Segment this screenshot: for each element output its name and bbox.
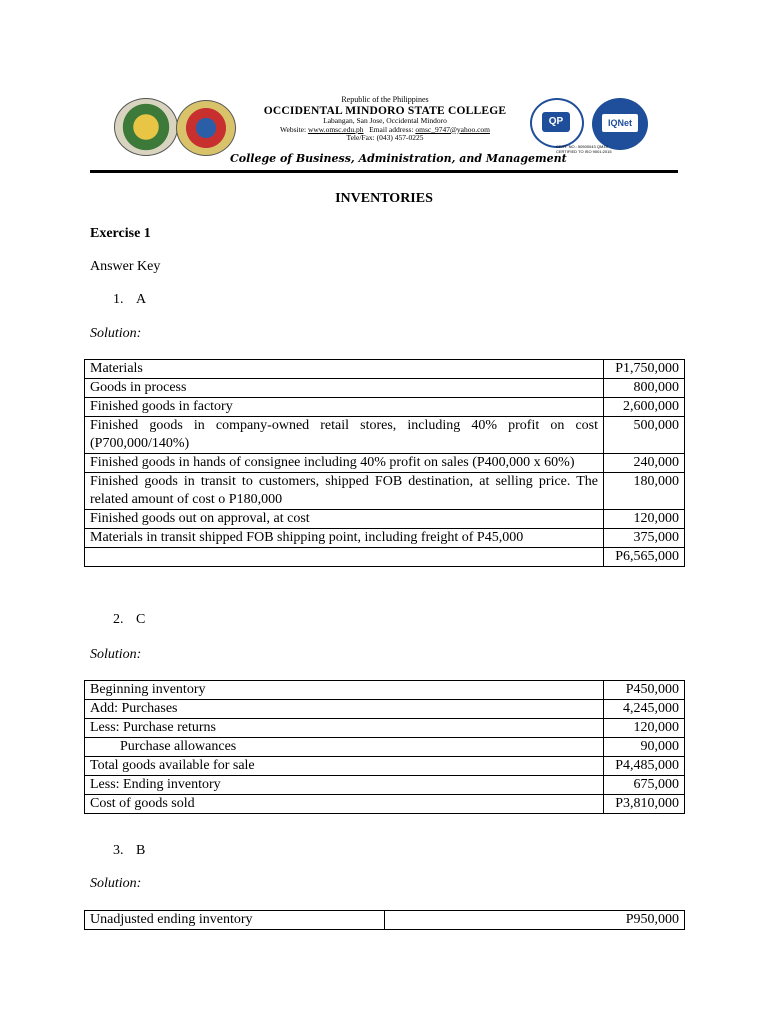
republic-line: Republic of the Philippines — [341, 95, 429, 104]
website-link[interactable]: www.omsc.edu.ph — [307, 124, 364, 134]
q2-number: 2. — [113, 612, 124, 627]
q3-number: 3. — [113, 843, 124, 858]
q3-answer: B — [136, 843, 146, 858]
row-amount: P3,810,000 — [604, 795, 685, 814]
row-amount: 90,000 — [604, 738, 685, 757]
college-seal-logo — [114, 98, 178, 156]
table-row — [85, 529, 685, 548]
q2-answer: C — [136, 612, 146, 627]
row-label — [85, 548, 604, 567]
cert-standard: CERTIFIED TO ISO 9001:2015 — [556, 149, 612, 155]
row-amount: 4,245,000 — [604, 700, 685, 719]
row-label: Goods in process — [85, 379, 604, 398]
row-label: Finished goods in transit to customers, shipped FOB destination, at selling price. The related amount of cost o P180,000 — [85, 473, 604, 510]
row-amount: P450,000 — [604, 681, 685, 700]
table-total-row — [85, 548, 685, 567]
row-amount: 675,000 — [604, 776, 685, 795]
college-unit-title: College of Business, Administration, and Management — [230, 152, 567, 165]
website-label: Website: — [280, 124, 307, 134]
college-emblem-logo — [176, 100, 236, 156]
document-title: INVENTORIES — [335, 191, 433, 206]
row-amount: 120,000 — [604, 719, 685, 738]
table-row — [85, 911, 685, 930]
college-name: OCCIDENTAL MINDORO STATE COLLEGE — [263, 104, 507, 117]
row-amount: P6,565,000 — [604, 548, 685, 567]
q1-solution-table — [84, 359, 685, 567]
table-row — [85, 398, 685, 417]
row-label: Materials in transit shipped FOB shipping point, including freight of P45,000 — [85, 529, 604, 548]
table-row — [85, 681, 685, 700]
q3-solution-table — [84, 910, 685, 930]
row-label: Less: Ending inventory — [85, 776, 604, 795]
row-amount: 120,000 — [604, 510, 685, 529]
row-label: Finished goods in factory — [85, 398, 604, 417]
email-label: Email address: — [369, 124, 414, 134]
iqnet-badge-logo — [592, 98, 648, 150]
certification-badge-logo — [530, 98, 584, 148]
row-amount: 500,000 — [604, 417, 685, 454]
row-label: Finished goods in company-owned retail stores, including 40% profit on cost (P700,000/140%) — [85, 417, 604, 454]
table-row — [85, 776, 685, 795]
answer-key-label: Answer Key — [90, 259, 161, 274]
row-amount: 240,000 — [604, 454, 685, 473]
table-row — [85, 510, 685, 529]
row-label: Unadjusted ending inventory — [85, 911, 385, 930]
row-label: Materials — [85, 360, 604, 379]
table-row — [85, 757, 685, 776]
table-row — [85, 719, 685, 738]
table-row — [85, 379, 685, 398]
q1-number: 1. — [113, 292, 124, 307]
q1-solution-label: Solution: — [90, 326, 142, 341]
table-row — [85, 473, 685, 510]
row-amount: 2,600,000 — [604, 398, 685, 417]
exercise-heading: Exercise 1 — [90, 226, 151, 241]
row-label: Total goods available for sale — [85, 757, 604, 776]
row-label: Beginning inventory — [85, 681, 604, 700]
row-amount: P1,750,000 — [604, 360, 685, 379]
row-label: Less: Purchase returns — [85, 719, 604, 738]
table-total-row — [85, 795, 685, 814]
q1-answer: A — [136, 292, 147, 307]
row-label: Finished goods out on approval, at cost — [85, 510, 604, 529]
row-amount: 800,000 — [604, 379, 685, 398]
table-row — [85, 738, 685, 757]
badge-text: IQNet — [602, 114, 638, 132]
letterhead — [90, 92, 678, 172]
q2-solution-table — [84, 680, 685, 814]
college-address: Labangan, San Jose, Occidental Mindoro — [323, 116, 447, 126]
q2-solution-label: Solution: — [90, 647, 142, 662]
table-row — [85, 700, 685, 719]
row-label: Purchase allowances — [85, 738, 604, 757]
row-amount: P4,485,000 — [604, 757, 685, 776]
row-amount: 375,000 — [604, 529, 685, 548]
row-amount: P950,000 — [385, 911, 685, 930]
table-row — [85, 454, 685, 473]
email-link[interactable]: omsc_9747@yahoo.com — [415, 124, 490, 134]
table-row — [85, 417, 685, 454]
organization-block — [240, 96, 530, 142]
header-divider — [90, 170, 678, 173]
q3-solution-label: Solution: — [90, 876, 142, 891]
row-amount: 180,000 — [604, 473, 685, 510]
row-label: Add: Purchases — [85, 700, 604, 719]
cert-number: CERT. NO.: 50500043 QM15 — [556, 144, 608, 149]
badge-text: QP — [542, 112, 570, 132]
table-row — [85, 360, 685, 379]
certification-note — [556, 144, 646, 154]
row-label: Finished goods in hands of consignee including 40% profit on sales (P400,000 x 60%) — [85, 454, 604, 473]
telfax-line: Tele/Fax: (043) 457-0225 — [346, 132, 424, 142]
row-label: Cost of goods sold — [85, 795, 604, 814]
